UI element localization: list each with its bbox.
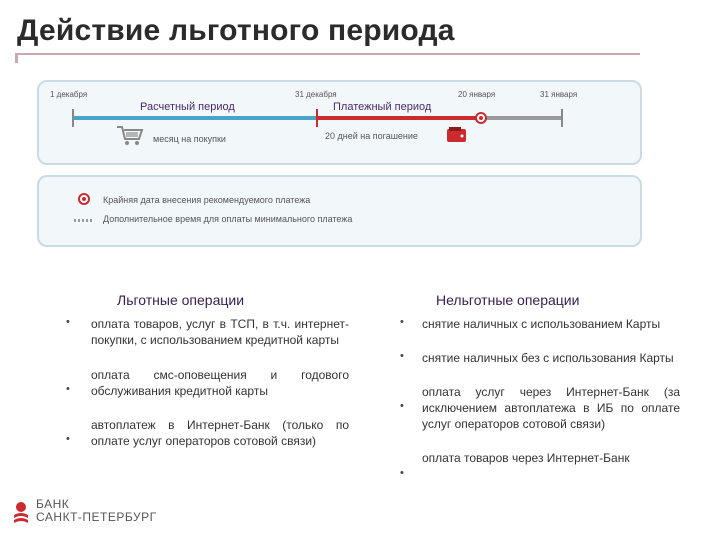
bullet: • xyxy=(66,383,70,395)
deadline-legend-icon xyxy=(78,193,90,205)
list-item: оплата товаров через Интернет-Банк xyxy=(422,451,630,465)
extra-time-legend-icon xyxy=(74,219,94,222)
nongrace-ops-list xyxy=(422,316,680,480)
bullet: • xyxy=(400,400,404,412)
extra-time-legend-text: Дополнительное время для оплаты минимального платежа xyxy=(103,214,353,224)
tick-settlement-end xyxy=(316,109,318,127)
tick-end xyxy=(561,109,563,127)
list-item: снятие наличных с использованием Карты xyxy=(422,317,661,331)
title-underline xyxy=(15,53,640,55)
wallet-icon xyxy=(446,126,468,144)
grace-ops-list xyxy=(91,316,349,463)
list-item: снятие наличных без с использования Карты xyxy=(422,351,674,365)
list-item: оплата услуг через Интернет-Банк (за исключением автоплатежа в ИБ по оплате услуг операторов сотовой связи) xyxy=(422,385,680,431)
grace-ops-heading: Льготные операции xyxy=(117,292,245,308)
list-item: автоплатеж в Интернет-Банк (только по оплате услуг операторов сотовой связи) xyxy=(91,418,349,448)
deadline-marker-icon xyxy=(475,112,487,124)
bullet: • xyxy=(400,350,404,362)
settlement-period-bar xyxy=(72,116,317,120)
bank-name-line1: БАНК xyxy=(36,497,70,511)
purchase-period-label: месяц на покупки xyxy=(153,134,226,144)
settlement-period-label: Расчетный период xyxy=(140,101,235,113)
bullet: • xyxy=(400,467,404,479)
tick-start xyxy=(72,109,74,127)
legend-panel xyxy=(37,175,642,247)
shopping-cart-icon xyxy=(115,124,145,148)
bullet: • xyxy=(400,316,404,328)
payment-period-label: Платежный период xyxy=(333,101,432,113)
date-end-settlement: 31 декабря xyxy=(295,90,337,99)
payment-period-bar xyxy=(317,116,482,120)
list-item: оплата смс-оповещения и годового обслуживания кредитной карты xyxy=(91,368,349,398)
bank-name xyxy=(36,498,157,524)
bank-logo-icon xyxy=(10,498,32,528)
page-title: Действие льготного периода xyxy=(17,14,455,47)
deadline-legend-text: Крайняя дата внесения рекомендуемого платежа xyxy=(103,195,311,205)
title-underline-accent xyxy=(15,53,18,63)
date-payment-deadline: 20 января xyxy=(458,90,496,99)
bank-name-line2: САНКТ-ПЕТЕРБУРГ xyxy=(36,510,157,524)
repayment-period-label: 20 дней на погашение xyxy=(325,131,418,141)
extra-time-bar xyxy=(482,116,562,120)
bullet: • xyxy=(66,433,70,445)
bullet: • xyxy=(66,316,70,328)
nongrace-ops-heading: Нельготные операции xyxy=(436,292,580,308)
date-start: 1 декабря xyxy=(50,90,88,99)
list-item: оплата товаров, услуг в ТСП, в т.ч. интернет-покупки, с использованием кредитной карты xyxy=(91,317,349,347)
date-end-payment: 31 января xyxy=(540,90,578,99)
